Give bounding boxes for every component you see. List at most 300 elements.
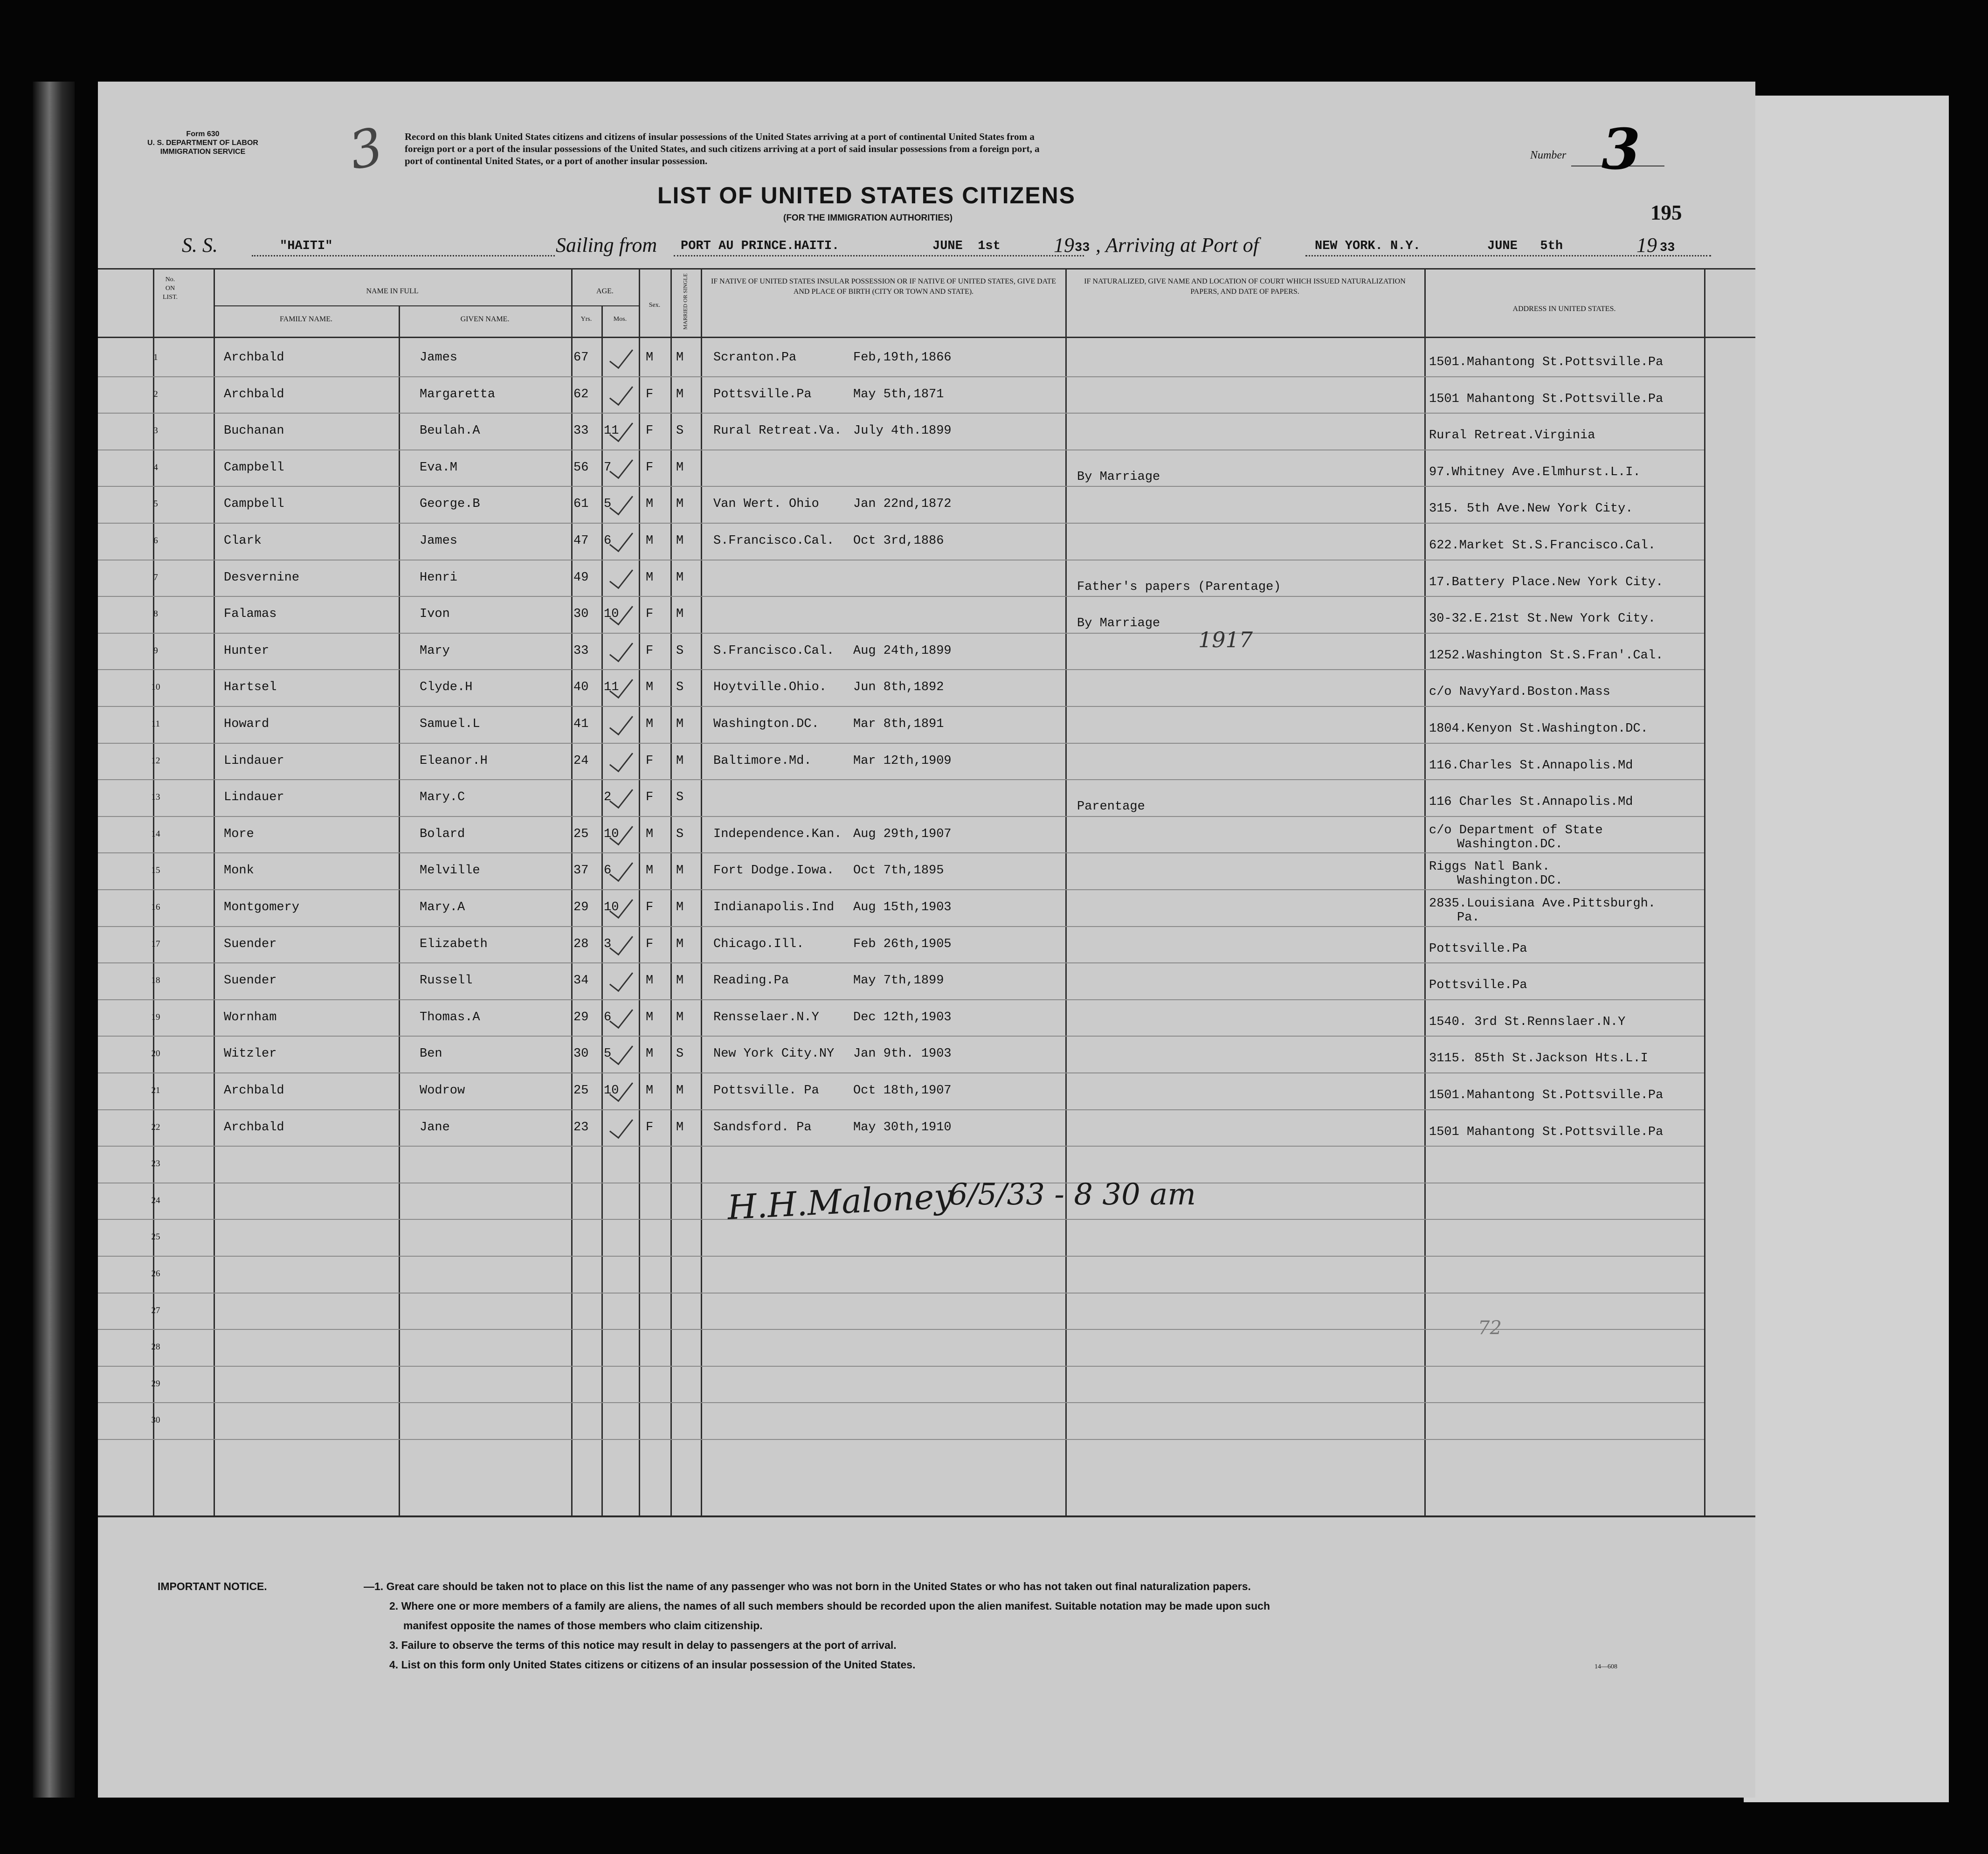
header-name-in-full: NAME IN FULL	[366, 287, 419, 295]
marital-status: S	[676, 644, 684, 658]
age-subheader-rule	[571, 305, 639, 306]
record-line-1: Record on this blank United States citizens and citizens of insular possessions of the United States arriving at a port of continental United States from a	[405, 131, 1035, 142]
number-label: Number	[1530, 149, 1567, 161]
sex: M	[646, 1047, 654, 1061]
age-months: 10	[604, 827, 619, 841]
row-rule	[98, 486, 1704, 487]
given-name: Wodrow	[420, 1084, 465, 1098]
sex: M	[646, 1084, 654, 1098]
row-rule	[98, 1146, 1704, 1147]
row-number: 13	[151, 792, 160, 802]
arrive-date: JUNE 5th	[1487, 239, 1563, 253]
age-years: 25	[573, 1084, 589, 1098]
address: c/o NavyYard.Boston.Mass	[1429, 685, 1610, 699]
age-years: 49	[573, 571, 589, 585]
given-name: Samuel.L	[420, 717, 480, 731]
family-name: Suender	[224, 937, 277, 951]
age-years: 33	[573, 424, 589, 438]
record-line-2: foreign port or a port of the insular possessions of the United States, and such citizens arriving at a port of said insular possessions from a foreign port, a	[405, 143, 1040, 154]
given-name: Henri	[420, 571, 458, 585]
given-name: Ben	[420, 1047, 442, 1061]
birth-place: Washington.DC.	[713, 717, 819, 731]
age-years: 62	[573, 387, 589, 401]
col-sep-yrs	[601, 305, 603, 1515]
age-months: 6	[604, 864, 612, 878]
check-mark	[609, 1003, 633, 1029]
sex: F	[646, 754, 654, 768]
row-number: 8	[153, 609, 158, 619]
record-line-3: port of continental United States, or a port of another insular possession.	[405, 155, 708, 166]
record-instructions	[405, 131, 1547, 167]
address: Rural Retreat.Virginia	[1429, 429, 1595, 443]
row-rule	[98, 1366, 1704, 1367]
family-name: More	[224, 827, 254, 841]
sex: F	[646, 1121, 654, 1135]
row-rule	[98, 852, 1704, 853]
marital-status: M	[676, 351, 684, 365]
address: 1540. 3rd St.Rennslaer.N.Y	[1429, 1015, 1626, 1029]
col-sep-birth	[1065, 268, 1067, 1515]
check-mark	[609, 710, 633, 736]
birth-date: May 30th,1910	[853, 1121, 952, 1135]
given-name: Mary	[420, 644, 450, 658]
given-name: James	[420, 351, 458, 365]
age-years: 30	[573, 607, 589, 621]
check-mark	[609, 380, 633, 406]
family-name: Falamas	[224, 607, 277, 621]
row-number: 10	[151, 682, 160, 692]
sex: F	[646, 387, 654, 401]
row-number: 25	[151, 1232, 160, 1242]
header-sex: Sex.	[649, 302, 661, 309]
row-rule	[98, 706, 1704, 707]
col-sep-no	[153, 268, 154, 1515]
given-name: Clyde.H	[420, 680, 473, 694]
table-top-rule	[98, 268, 1755, 270]
depart-date: JUNE 1st	[932, 239, 1001, 253]
row-number: 17	[151, 939, 160, 949]
row-number: 4	[153, 463, 158, 472]
ss-label: S. S.	[182, 234, 218, 256]
sex: M	[646, 497, 654, 511]
sex: F	[646, 424, 654, 438]
sex: M	[646, 827, 654, 841]
family-name: Lindauer	[224, 754, 284, 768]
row-rule	[98, 1293, 1704, 1294]
row-rule	[98, 413, 1704, 414]
address: 116 Charles St.Annapolis.Md	[1429, 795, 1633, 809]
row-number: 27	[151, 1306, 160, 1315]
ship-name: "HAITI"	[280, 239, 333, 253]
header-birth: IF NATIVE OF UNITED STATES INSULAR POSSESSION OR IF NATIVE OF UNITED STATES, GIVE DATE AND PLACE OF BIRTH (CITY OR TOWN AND STATE).	[711, 277, 1056, 296]
header-age: AGE.	[596, 287, 614, 295]
service-name: IMMIGRATION SERVICE	[160, 148, 246, 156]
family-name: Witzler	[224, 1047, 277, 1061]
to-port: NEW YORK. N.Y.	[1315, 239, 1421, 253]
birth-place: Scranton.Pa	[713, 351, 797, 365]
row-number: 30	[151, 1415, 160, 1425]
address: 1501.Mahantong St.Pottsville.Pa	[1429, 355, 1664, 369]
birth-place: Chicago.Ill.	[713, 937, 804, 951]
number-value: 3	[1601, 117, 1641, 182]
marital-status: M	[676, 864, 684, 878]
row-rule	[98, 889, 1704, 890]
row-rule	[98, 743, 1704, 744]
header-address: ADDRESS IN UNITED STATES.	[1512, 305, 1616, 313]
rear-sheet	[1744, 96, 1949, 1802]
col-sep-sex	[670, 268, 672, 1515]
notice-heading: IMPORTANT NOTICE.	[158, 1580, 267, 1592]
col-sep-mos	[639, 268, 640, 1515]
family-name: Archbald	[224, 1084, 284, 1098]
header-family-name: FAMILY NAME.	[279, 315, 333, 323]
given-name: James	[420, 534, 458, 548]
birth-place: Sandsford. Pa	[713, 1121, 812, 1135]
notice-item-2b: manifest opposite the names of those members who claim citizenship.	[403, 1619, 763, 1632]
birth-place: S.Francisco.Cal.	[713, 534, 835, 548]
age-months: 3	[604, 937, 612, 951]
birth-date: Mar 8th,1891	[853, 717, 944, 731]
notice-item-3: 3. Failure to observe the terms of this notice may result in delay to passengers at the port of arrival.	[389, 1639, 897, 1651]
sex: M	[646, 680, 654, 694]
marital-status: M	[676, 900, 684, 914]
row-rule	[98, 779, 1704, 780]
birth-place: Independence.Kan.	[713, 827, 842, 841]
row-rule	[98, 669, 1704, 670]
row-number: 2	[153, 389, 158, 399]
given-name: Mary.A	[420, 900, 465, 914]
family-name: Monk	[224, 864, 254, 878]
naturalization-year-handwriting: 1917	[1198, 627, 1253, 652]
marital-status: M	[676, 1121, 684, 1135]
row-number: 22	[151, 1122, 160, 1132]
age-years: 67	[573, 351, 589, 365]
birth-place: Pottsville.Pa	[713, 387, 812, 401]
arriving-label: , Arriving at Port of	[1096, 234, 1259, 256]
sex: F	[646, 937, 654, 951]
marital-status: M	[676, 387, 684, 401]
ship-underline	[252, 255, 555, 256]
page-number: 195	[1650, 201, 1682, 224]
birth-place: Reading.Pa	[713, 974, 789, 988]
age-years: 61	[573, 497, 589, 511]
birth-date: Oct 7th,1895	[853, 864, 944, 878]
birth-place: S.Francisco.Cal.	[713, 644, 835, 658]
pencil-mark: 72	[1478, 1317, 1502, 1339]
address: 622.Market St.S.Francisco.Cal.	[1429, 539, 1656, 553]
birth-date: Feb,19th,1866	[853, 351, 952, 365]
age-months: 11	[604, 680, 619, 694]
row-number: 11	[151, 719, 160, 729]
age-years: 37	[573, 864, 589, 878]
address: 1252.Washington St.S.Fran'.Cal.	[1429, 649, 1664, 663]
address: 315. 5th Ave.New York City.	[1429, 502, 1633, 516]
from-port: PORT AU PRINCE.HAITI.	[681, 239, 840, 253]
birth-place: Rensselaer.N.Y	[713, 1010, 819, 1024]
address: 1501.Mahantong St.Pottsville.Pa	[1429, 1088, 1664, 1102]
age-years: 40	[573, 680, 589, 694]
birth-date: May 7th,1899	[853, 974, 944, 988]
check-mark	[609, 747, 633, 773]
col-sep-nat	[1424, 268, 1426, 1515]
family-name: Hunter	[224, 644, 269, 658]
marital-status: M	[676, 1084, 684, 1098]
naturalization: Parentage	[1077, 800, 1145, 814]
row-number: 21	[151, 1086, 160, 1095]
name-subheader-rule	[214, 305, 571, 306]
sex: M	[646, 717, 654, 731]
row-number: 6	[153, 536, 158, 546]
sex: F	[646, 644, 654, 658]
row-rule	[98, 1036, 1704, 1037]
row-rule	[98, 633, 1704, 634]
notice-item-4: 4. List on this form only United States citizens or citizens of an insular possession of the United States.	[389, 1659, 916, 1671]
sex: F	[646, 607, 654, 621]
check-mark	[609, 1039, 633, 1065]
birth-date: Aug 29th,1907	[853, 827, 952, 841]
given-name: Russell	[420, 974, 473, 988]
birth-place: Hoytville.Ohio.	[713, 680, 827, 694]
address: Riggs Natl Bank.	[1429, 860, 1550, 874]
header-naturalization: IF NATURALIZED, GIVE NAME AND LOCATION OF COURT WHICH ISSUED NATURALIZATION PAPERS, AND DATE OF PAPERS.	[1084, 277, 1406, 296]
age-months: 10	[604, 607, 619, 621]
marital-status: M	[676, 974, 684, 988]
age-years: 25	[573, 827, 589, 841]
birth-date: Jan 9th. 1903	[853, 1047, 952, 1061]
page-subtitle: (FOR THE IMMIGRATION AUTHORITIES)	[783, 213, 953, 223]
row-rule	[98, 523, 1704, 524]
table-header-rule	[98, 337, 1755, 338]
birth-place: Indianapolis.Ind	[713, 900, 835, 914]
row-number: 20	[151, 1049, 160, 1058]
col-sep-age	[571, 268, 573, 1515]
naturalization: By Marriage	[1077, 616, 1160, 630]
birth-date: Oct 3rd,1886	[853, 534, 944, 548]
birth-place: New York City.NY	[713, 1047, 835, 1061]
row-rule	[98, 596, 1704, 597]
age-months: 6	[604, 1010, 612, 1024]
birth-date: Aug 15th,1903	[853, 900, 952, 914]
address-line-2: Washington.DC.	[1457, 837, 1563, 851]
arrive-year-prefix: 19	[1636, 234, 1657, 256]
table-bottom-rule	[98, 1515, 1755, 1517]
family-name: Lindauer	[224, 790, 284, 804]
given-name: Eva.M	[420, 461, 458, 475]
row-rule	[98, 1109, 1704, 1110]
marital-status: M	[676, 571, 684, 585]
family-name: Wornham	[224, 1010, 277, 1024]
age-months: 6	[604, 534, 612, 548]
address: 97.Whitney Ave.Elmhurst.L.I.	[1429, 465, 1641, 479]
row-number: 3	[153, 426, 158, 436]
address: 1804.Kenyon St.Washington.DC.	[1429, 722, 1648, 736]
birth-date: Jun 8th,1892	[853, 680, 944, 694]
sex: F	[646, 461, 654, 475]
age-months: 11	[604, 424, 619, 438]
age-years: 23	[573, 1121, 589, 1135]
row-number: 12	[151, 756, 160, 766]
given-name: Beulah.A	[420, 424, 480, 438]
row-rule	[98, 999, 1704, 1000]
row-rule	[98, 376, 1704, 377]
col-sep-given	[399, 305, 400, 1515]
row-rule	[98, 962, 1704, 963]
row-number: 15	[151, 865, 160, 875]
row-rule	[98, 1402, 1704, 1403]
sex: M	[646, 1010, 654, 1024]
check-mark	[609, 563, 633, 589]
row-number: 9	[153, 646, 158, 656]
row-rule	[98, 1329, 1704, 1330]
depart-year: 33	[1075, 241, 1090, 255]
age-months: 5	[604, 497, 612, 511]
given-name: Ivon	[420, 607, 450, 621]
age-months: 2	[604, 790, 612, 804]
given-name: Eleanor.H	[420, 754, 488, 768]
birth-place: Van Wert. Ohio	[713, 497, 819, 511]
given-name: Elizabeth	[420, 937, 488, 951]
sex: M	[646, 864, 654, 878]
age-years: 56	[573, 461, 589, 475]
age-years: 29	[573, 1010, 589, 1024]
age-years: 28	[573, 937, 589, 951]
birth-date: May 5th,1871	[853, 387, 944, 401]
address: 116.Charles St.Annapolis.Md	[1429, 759, 1633, 773]
address: 17.Battery Place.New York City.	[1429, 575, 1664, 589]
notice-item-2a: 2. Where one or more members of a family are aliens, the names of all such members should be recorded upon the alien manifest. Suitable notation may be made upon such	[389, 1600, 1270, 1612]
depart-year-prefix: 19	[1054, 234, 1074, 256]
marital-status: S	[676, 790, 684, 804]
address-line-2: Washington.DC.	[1457, 874, 1563, 888]
form-number: Form 630	[186, 130, 220, 138]
address: 2835.Louisiana Ave.Pittsburgh.	[1429, 897, 1656, 911]
row-number: 5	[153, 499, 158, 509]
row-rule	[98, 816, 1704, 817]
manifest-page	[98, 82, 1755, 1798]
col-sep-ms	[701, 268, 702, 1515]
department-name: U. S. DEPARTMENT OF LABOR	[147, 139, 258, 147]
family-name: Buchanan	[224, 424, 284, 438]
given-name: Melville	[420, 864, 480, 878]
arrive-year: 33	[1660, 241, 1675, 255]
row-rule	[98, 1072, 1704, 1073]
check-mark	[609, 453, 633, 479]
birth-date: Mar 12th,1909	[853, 754, 952, 768]
family-name: Howard	[224, 717, 269, 731]
given-name: Thomas.A	[420, 1010, 480, 1024]
age-years: 24	[573, 754, 589, 768]
marital-status: M	[676, 717, 684, 731]
col-sep-family	[214, 268, 215, 1515]
header-given-name: GIVEN NAME.	[460, 315, 510, 323]
address: Pottsville.Pa	[1429, 942, 1527, 956]
birth-place: Rural Retreat.Va.	[713, 424, 842, 438]
naturalization: Father's papers (Parentage)	[1077, 580, 1281, 594]
address: 1501 Mahantong St.Pottsville.Pa	[1429, 392, 1664, 406]
row-number: 1	[153, 353, 158, 362]
inspector-signature: H.H.Maloney	[726, 1176, 954, 1227]
family-name: Archbald	[224, 387, 284, 401]
row-number: 14	[151, 829, 160, 839]
birth-place: Baltimore.Md.	[713, 754, 812, 768]
check-mark	[609, 490, 633, 516]
row-number: 7	[153, 573, 158, 582]
check-mark	[609, 930, 633, 956]
naturalization: By Marriage	[1077, 470, 1160, 484]
given-name: Jane	[420, 1121, 450, 1135]
sex: M	[646, 351, 654, 365]
check-mark	[609, 856, 633, 882]
row-rule	[98, 926, 1704, 927]
family-name: Archbald	[224, 1121, 284, 1135]
age-years: 29	[573, 900, 589, 914]
corner-handwriting: 3	[344, 116, 388, 181]
marital-status: M	[676, 754, 684, 768]
notice-item-1: —1. Great care should be taken not to place on this list the name of any passenger who was not born in the United States or who has not taken out final naturalization papers.	[364, 1580, 1251, 1592]
sex: M	[646, 534, 654, 548]
marital-status: M	[676, 461, 684, 475]
row-number: 18	[151, 975, 160, 985]
age-months: 5	[604, 1047, 612, 1061]
given-name: Bolard	[420, 827, 465, 841]
binding-edge	[33, 82, 75, 1798]
row-number: 28	[151, 1342, 160, 1352]
form-meta	[142, 130, 263, 156]
marital-status: S	[676, 1047, 684, 1061]
marital-status: S	[676, 424, 684, 438]
inspector-stamp: 6/5/33 - 8 30 am	[949, 1177, 1196, 1212]
birth-place: Pottsville. Pa	[713, 1084, 819, 1098]
row-number: 19	[151, 1012, 160, 1022]
marital-status: M	[676, 937, 684, 951]
header-mos: Mos.	[613, 316, 627, 323]
address: c/o Department of State	[1429, 823, 1603, 837]
form-code: 14—608	[1595, 1663, 1617, 1670]
check-mark	[609, 636, 633, 663]
sex: F	[646, 900, 654, 914]
marital-status: S	[676, 680, 684, 694]
check-mark	[609, 966, 633, 992]
birth-date: Jan 22nd,1872	[853, 497, 952, 511]
age-years: 47	[573, 534, 589, 548]
marital-status: S	[676, 827, 684, 841]
age-months: 10	[604, 900, 619, 914]
birth-date: Oct 18th,1907	[853, 1084, 952, 1098]
page-title: LIST OF UNITED STATES CITIZENS	[657, 182, 1076, 208]
birth-date: Aug 24th,1899	[853, 644, 952, 658]
address: Pottsville.Pa	[1429, 978, 1527, 992]
arrive-underline	[1305, 255, 1711, 256]
sailing-label: Sailing from	[556, 234, 657, 256]
sex: M	[646, 571, 654, 585]
given-name: Margaretta	[420, 387, 496, 401]
age-years: 41	[573, 717, 589, 731]
marital-status: M	[676, 497, 684, 511]
age-years: 34	[573, 974, 589, 988]
family-name: Hartsel	[224, 680, 277, 694]
age-years: 30	[573, 1047, 589, 1061]
check-mark	[609, 783, 633, 809]
address: 3115. 85th St.Jackson Hts.L.I	[1429, 1052, 1648, 1065]
marital-status: M	[676, 607, 684, 621]
row-number: 24	[151, 1196, 160, 1205]
sex: M	[646, 974, 654, 988]
row-number: 29	[151, 1379, 160, 1389]
check-mark	[609, 526, 633, 553]
age-months: 7	[604, 461, 612, 475]
age-months: 10	[604, 1084, 619, 1098]
check-mark	[609, 1113, 633, 1139]
